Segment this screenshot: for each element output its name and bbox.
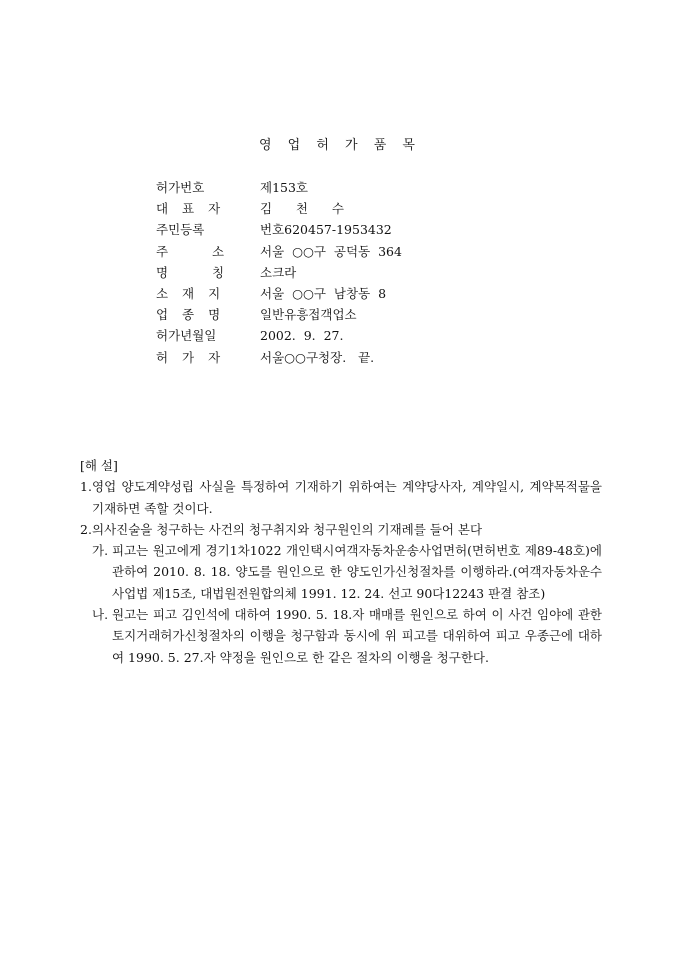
item-text: 의사진술을 청구하는 사건의 청구취지와 청구원인의 기재례를 들어 본다	[92, 521, 483, 537]
field-row-resident-registration	[156, 219, 402, 240]
item-text: 영업 양도계약성립 사실을 특정하여 기재하기 위하여는 계약당사자, 계약일시, 계약목적물을 기재하면 족할 것이다.	[92, 479, 602, 516]
field-label: 소 재 지	[156, 285, 226, 301]
field-value: 제153호	[260, 180, 309, 195]
field-value: 서울○○구청장. 끝.	[260, 349, 375, 365]
commentary-heading: [해 설]	[80, 458, 118, 473]
field-label: 대 표 자	[156, 201, 226, 217]
item-number: 2.	[80, 521, 92, 537]
field-label: 주민등록	[156, 222, 205, 238]
field-row-business-type	[156, 304, 402, 325]
subitem-number: 나.	[92, 607, 109, 623]
field-label: 허가번호	[156, 180, 205, 195]
field-row-address	[156, 241, 402, 262]
permit-fields	[156, 177, 402, 368]
subitem-text: 피고는 원고에게 경기1차1022 개인택시여객자동차운송사업면허(면허번호 제89-48호)에 관하여 2010. 8. 18. 양도를 원인으로 한 양도인가신청절차를 이행하라.(여객자동차운수사업법 제15조, 대법원전원합의체 1991. 12. 24. 선고 90다12243 판결 참조)	[112, 543, 602, 601]
field-value: 일반유흥접객업소	[260, 307, 357, 323]
field-value: 서울 ○○구 공덕동 364	[260, 243, 402, 259]
commentary-item-1	[80, 476, 602, 519]
field-label: 허가년월일	[156, 328, 217, 344]
subitem-number: 가.	[92, 543, 109, 559]
field-value: 번호620457-1953432	[260, 222, 392, 238]
field-row-permit-date	[156, 325, 402, 346]
field-row-location	[156, 283, 402, 304]
field-value: 2002. 9. 27.	[260, 328, 344, 344]
field-row-permitter	[156, 347, 402, 368]
field-row-permit-number	[156, 177, 402, 198]
field-row-business-name	[156, 262, 402, 283]
document-title: 영 업 허 가 품 목	[258, 138, 421, 153]
field-label: 명 칭	[156, 264, 245, 280]
commentary-item-2	[80, 519, 602, 540]
field-label: 주 소	[156, 243, 245, 259]
commentary-subitem-na	[92, 604, 602, 668]
field-value: 서울 ○○구 남창동 8	[260, 285, 387, 301]
field-value: 김 천 수	[260, 201, 344, 217]
field-value: 소크라	[260, 264, 297, 280]
item-number: 1.	[80, 479, 92, 495]
commentary-section	[80, 455, 602, 668]
field-label: 업 종 명	[156, 307, 226, 323]
commentary-subitem-ga	[92, 540, 602, 604]
subitem-text: 원고는 피고 김인석에 대하여 1990. 5. 18.자 매매를 원인으로 하여 이 사건 임야에 관한 토지거래허가신청절차의 이행을 청구함과 동시에 위 피고를 대위하여 피고 우종근에 대하여 1990. 5. 27.자 약정을 원인으로 한 같은 절차의 이행을 청구한다.	[112, 607, 602, 665]
field-row-representative	[156, 198, 402, 219]
field-label: 허 가 자	[156, 349, 226, 365]
